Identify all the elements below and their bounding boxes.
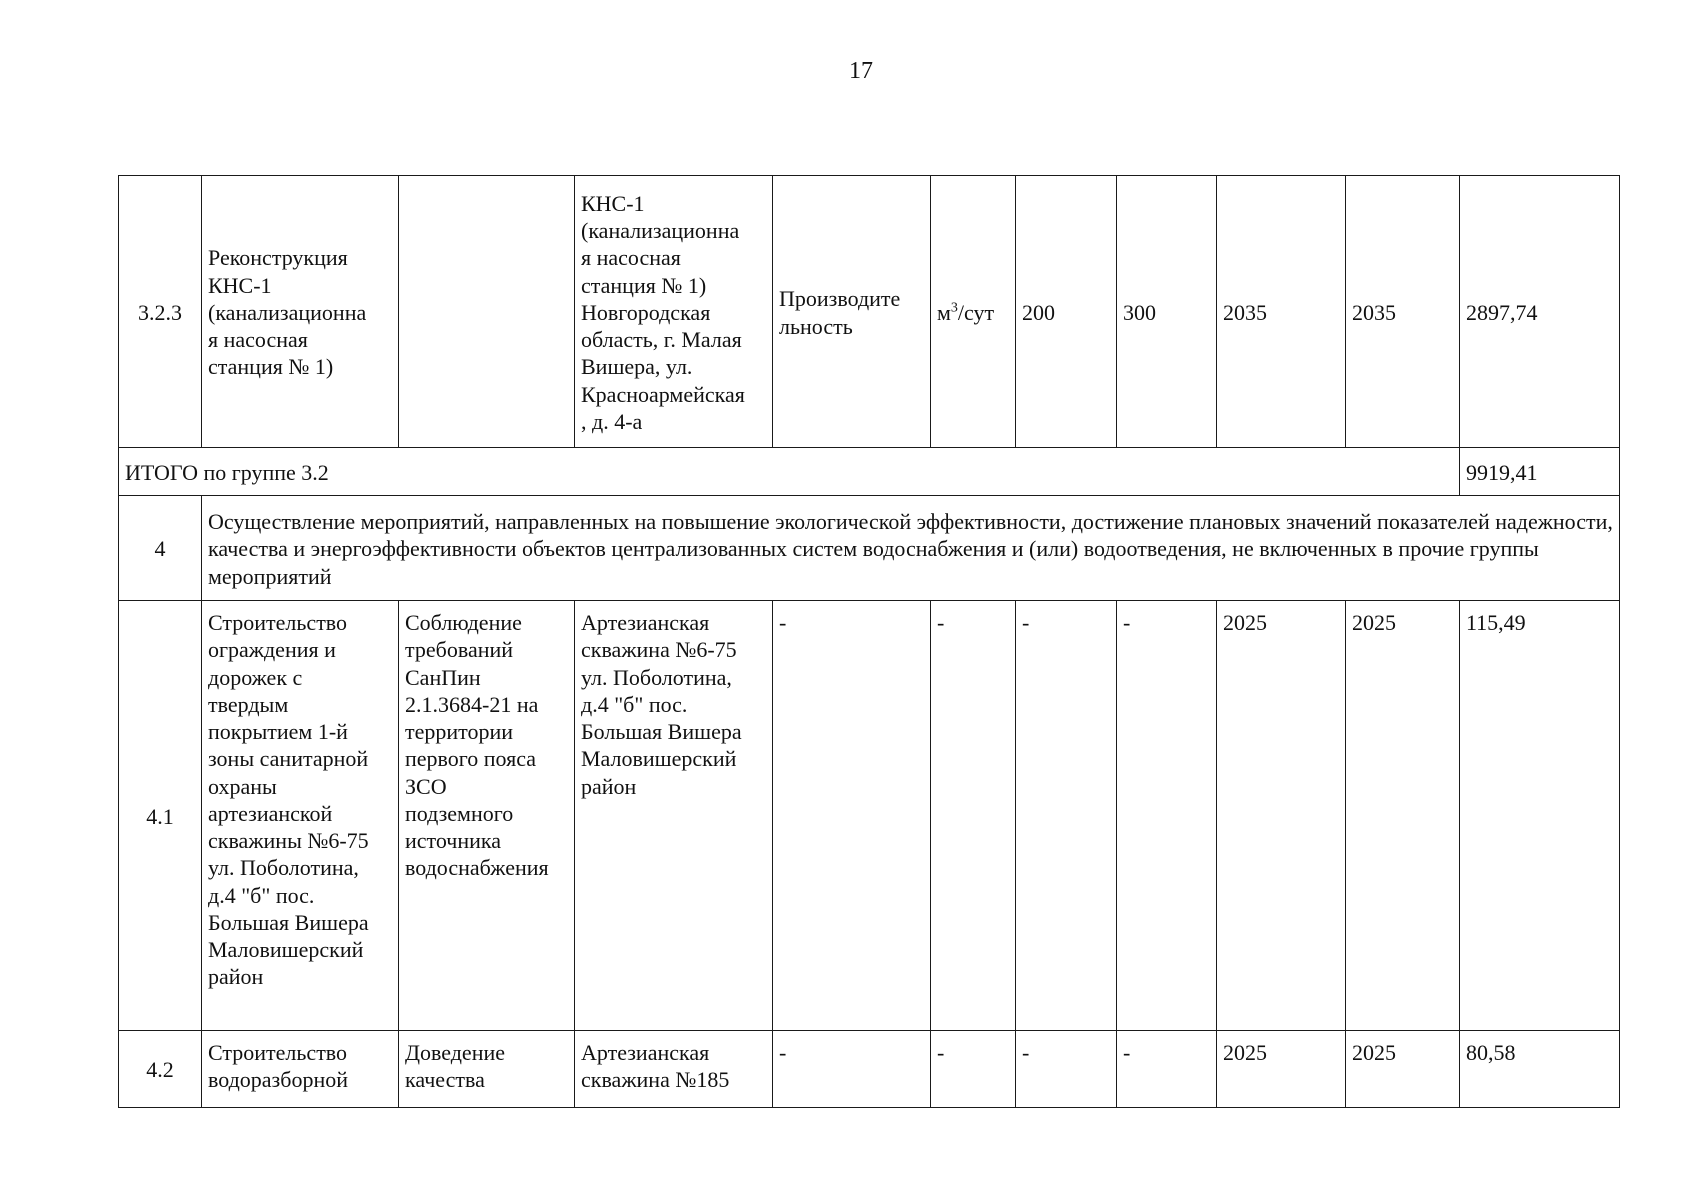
year-end: 2035 [1346,176,1460,448]
indicator-name: Производите льность [773,176,931,448]
unit-superscript: 3 [950,300,958,316]
indicator-unit: - [931,601,1016,1031]
value-after: - [1117,1031,1217,1108]
total-value: 9919,41 [1460,448,1620,496]
cost: 2897,74 [1460,176,1620,448]
measure-location: Артезианская скважина №185 [575,1031,773,1108]
value-before: - [1016,601,1117,1031]
indicator-name: - [773,601,931,1031]
measure-reason [399,176,575,448]
measure-reason: Доведение качества [399,1031,575,1108]
year-start: 2025 [1217,1031,1346,1108]
measures-table [118,175,1620,1108]
table-row [119,601,1620,1031]
indicator-name: - [773,1031,931,1108]
measure-name: Строительство водоразборной [202,1031,399,1108]
total-label: ИТОГО по группе 3.2 [119,448,1460,496]
measure-location: Артезианская скважина №6-75 ул. Поболотина, д.4 "б" пос. Большая Вишера Маловишерский район [575,601,773,1031]
indicator-unit [931,176,1016,448]
cost: 80,58 [1460,1031,1620,1108]
year-end: 2025 [1346,1031,1460,1108]
page-number: 17 [849,58,873,84]
year-end: 2025 [1346,601,1460,1031]
value-before: 200 [1016,176,1117,448]
cost: 115,49 [1460,601,1620,1031]
group-header-row [119,496,1620,601]
value-before: - [1016,1031,1117,1108]
measure-reason: Соблюдение требований СанПин 2.1.3684-21 на территории первого пояса ЗСО подземного источника водоснабжения [399,601,575,1031]
total-row [119,448,1620,496]
year-start: 2025 [1217,601,1346,1031]
year-start: 2035 [1217,176,1346,448]
group-title: Осуществление мероприятий, направленных на повышение экологической эффективности, достижение плановых значений показателей надежности, качества и энергоэффективности объектов централизованных систем водоснабжения и (или) водоотведения, не включенных в прочие группы мероприятий [202,496,1620,601]
group-number: 4 [119,496,202,601]
table-row [119,176,1620,448]
measure-name: Реконструкция КНС-1 (канализационна я насосная станция № 1) [202,176,399,448]
unit-rest: /сут [957,299,995,325]
row-number: 4.1 [119,601,202,1031]
value-after: - [1117,601,1217,1031]
row-number: 4.2 [119,1031,202,1108]
table-row [119,1031,1620,1108]
measure-name: Строительство ограждения и дорожек с твердым покрытием 1-й зоны санитарной охраны артезианской скважины №6-75 ул. Поболотина, д.4 "б" пос. Большая Вишера Маловишерский район [202,601,399,1031]
unit-base: м [937,299,951,325]
row-number: 3.2.3 [119,176,202,448]
value-after: 300 [1117,176,1217,448]
measure-location: КНС-1 (канализационна я насосная станция № 1) Новгородская область, г. Малая Вишера, ул. Красноармейская , д. 4-а [575,176,773,448]
indicator-unit: - [931,1031,1016,1108]
